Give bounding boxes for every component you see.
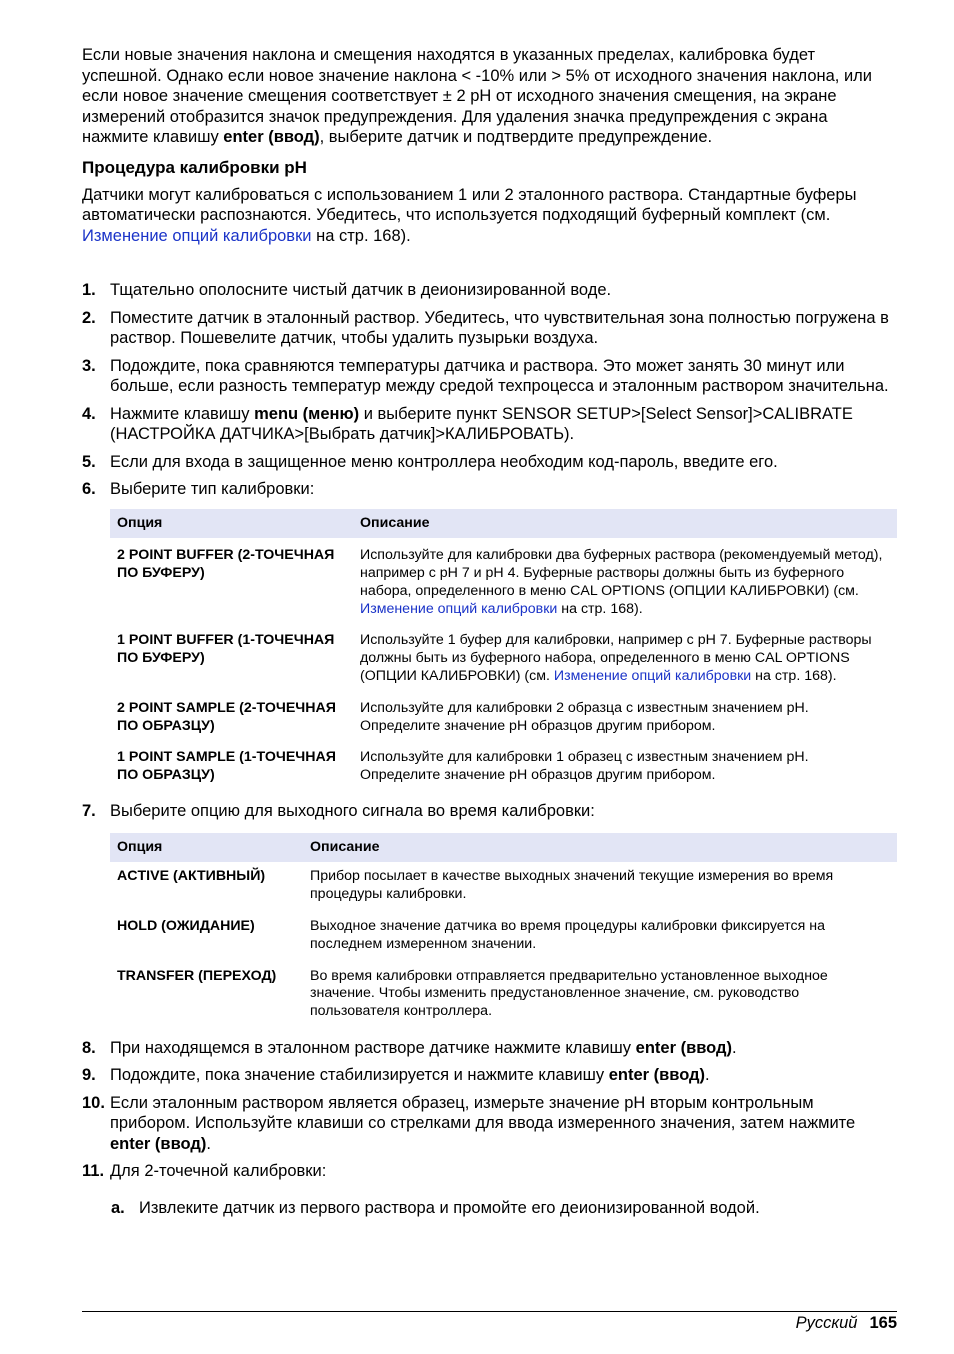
section-text-end: на стр. 168). [311, 226, 411, 245]
calibration-options-link[interactable]: Изменение опций калибровки [360, 600, 558, 617]
step-11: 11. Для 2-точечной калибровки: [82, 1162, 327, 1181]
intro-text: Если новые значения наклона и смещения находятся в указанных пределах, калибровка будет успешной. Однако если новое значение наклона < -10% или > 5% от исходного значения наклона, или если новое значение смещения соответствует ± 2 pH от исходного значения смещения, на экране измерений отобразится значок предупреждения. Для удаления значка предупреждения с экрана нажмите клавишу [82, 46, 873, 146]
section-heading: Процедура калибровки pH [82, 157, 307, 177]
option-cell: HOLD (ОЖИДАНИЕ) [117, 917, 255, 934]
description-cell: Выходное значение датчика во время процедуры калибровки фиксируется на последнем измеренном значении. [310, 917, 825, 952]
output-option-table [110, 833, 897, 1029]
table-row [110, 743, 897, 793]
procedure-steps-final [82, 1038, 897, 1182]
table-row [110, 538, 897, 626]
description-cell: Во время калибровки отправляется предварительно установленное выходное значение. Чтобы изменить предустановленное значение, см. руководство пользователя контроллера. [310, 967, 828, 1020]
page-number: 165 [869, 1314, 897, 1332]
step-8: 8. При находящемся в эталонном растворе датчике нажмите клавишу enter (ввод). [82, 1038, 737, 1057]
description-cell: Используйте для калибровки 2 образца с известным значением pH. Определите значение pH образцов другим прибором. [360, 699, 809, 734]
footer-language: Русский [795, 1314, 858, 1332]
description-cell: Используйте для калибровки два буферных раствора (рекомендуемый метод), например с pH 7 и pH 4. Буферные растворы должны быть из буферного набора, определенного в меню CAL OPTIONS (ОПЦИИ КАЛИБРОВКИ) (см. Изменение опций калибровки на стр. 168). [360, 547, 883, 617]
section-text: Датчики могут калиброваться с использованием 1 или 2 эталонного раствора. Стандартные буферы автоматически распознаются. Убедитесь, что используется подходящий буферный комплект (см. [82, 185, 857, 224]
page-footer [796, 1313, 897, 1333]
table-row [110, 694, 897, 744]
enter-key-label: enter (ввод) [110, 1134, 207, 1153]
option-cell: 2 POINT SAMPLE (2-ТОЧЕЧНАЯ ПО ОБРАЗЦУ) [117, 699, 336, 734]
description-cell: Используйте 1 буфер для калибровки, например с pH 7. Буферные растворы должны быть из буферного набора, определенного в меню CAL OPTIONS (ОПЦИИ КАЛИБРОВКИ) (см. Изменение опций калибровки на стр. 168). [360, 632, 872, 685]
step-10: 10. Если эталонным раствором является образец, измерьте значение pH вторым контрольным прибором. Используйте клавиши со стрелками для ввода измеренного значения, затем нажмите enter (ввод). [82, 1093, 856, 1153]
description-cell: Используйте для калибровки 1 образец с известным значением pH. Определите значение pH образцов другим прибором. [360, 749, 809, 784]
calibration-options-link[interactable]: Изменение опций калибровки [553, 668, 752, 685]
description-cell: Прибор посылает в качестве выходных значений текущие измерения во время процедуры калибровки. [310, 868, 834, 903]
procedure-steps-cont [82, 801, 897, 822]
option-cell: 1 POINT SAMPLE (1-ТОЧЕЧНАЯ ПО ОБРАЗЦУ) [117, 749, 336, 784]
column-header-description: Описание [353, 509, 897, 539]
menu-key-label: menu (меню) [254, 404, 360, 423]
column-header-option: Опция [110, 509, 353, 539]
enter-key-label: enter (ввод) [223, 128, 320, 146]
column-header-option: Опция [110, 833, 303, 863]
column-header-description: Описание [303, 833, 897, 863]
calibration-type-table [110, 509, 897, 794]
option-cell: 2 POINT BUFFER (2-ТОЧЕЧНАЯ ПО БУФЕРУ) [117, 547, 335, 582]
step-7: 7. Выберите опцию для выходного сигнала во время калибровки: [82, 802, 595, 821]
footer-divider [82, 1311, 897, 1312]
table-header-row [110, 509, 897, 539]
step-11a: a. Извлеките датчик из первого раствора и промойте его деионизированной водой. [111, 1198, 760, 1217]
procedure-steps [82, 280, 897, 500]
enter-key-label: enter (ввод) [608, 1066, 706, 1085]
calibration-options-link[interactable]: Изменение опций калибровки [82, 226, 312, 245]
table-row [110, 626, 897, 693]
step-6: 6. Выберите тип калибровки: [82, 480, 315, 498]
page-content [82, 45, 897, 1218]
step-2: 2. Поместите датчик в эталонный раствор. Убедитесь, что чувствительная зона полностью погружена в раствор. Пошевелите датчик, чтобы удалить пузырьки воздуха. [82, 308, 889, 347]
option-cell: 1 POINT BUFFER (1-ТОЧЕЧНАЯ ПО БУФЕРУ) [117, 632, 335, 667]
table-row [110, 912, 897, 962]
intro-paragraph [82, 45, 897, 148]
step-9: 9. Подождите, пока значение стабилизируется и нажмите клавишу enter (ввод). [82, 1066, 710, 1085]
table-row [110, 862, 897, 912]
step-1: 1. Тщательно ополосните чистый датчик в деионизированной воде. [82, 281, 612, 299]
step-3: 3. Подождите, пока сравняются температуры датчика и раствора. Это может занять 30 минут или больше, если разность температур между средой техпроцесса и эталонным раствором значительна. [82, 356, 889, 395]
enter-key-label: enter (ввод) [635, 1038, 732, 1057]
table-header-row [110, 833, 897, 863]
step-5: 5. Если для входа в защищенное меню контроллера необходим код-пароль, введите его. [82, 452, 778, 471]
section-paragraph [82, 185, 897, 247]
option-cell: TRANSFER (ПЕРЕХОД) [117, 967, 277, 984]
option-cell: ACTIVE (АКТИВНЫЙ) [117, 868, 266, 885]
table-row [110, 962, 897, 1029]
intro-text-end: , выберите датчик и подтвердите предупреждение. [319, 128, 713, 146]
step-4: 4. Нажмите клавишу menu (меню) и выберите пункт SENSOR SETUP>[Select Sensor]>CALIBRATE (НАСТРОЙКА ДАТЧИКА>[Выбрать датчик]>КАЛИБРОВАТЬ). [82, 404, 853, 443]
